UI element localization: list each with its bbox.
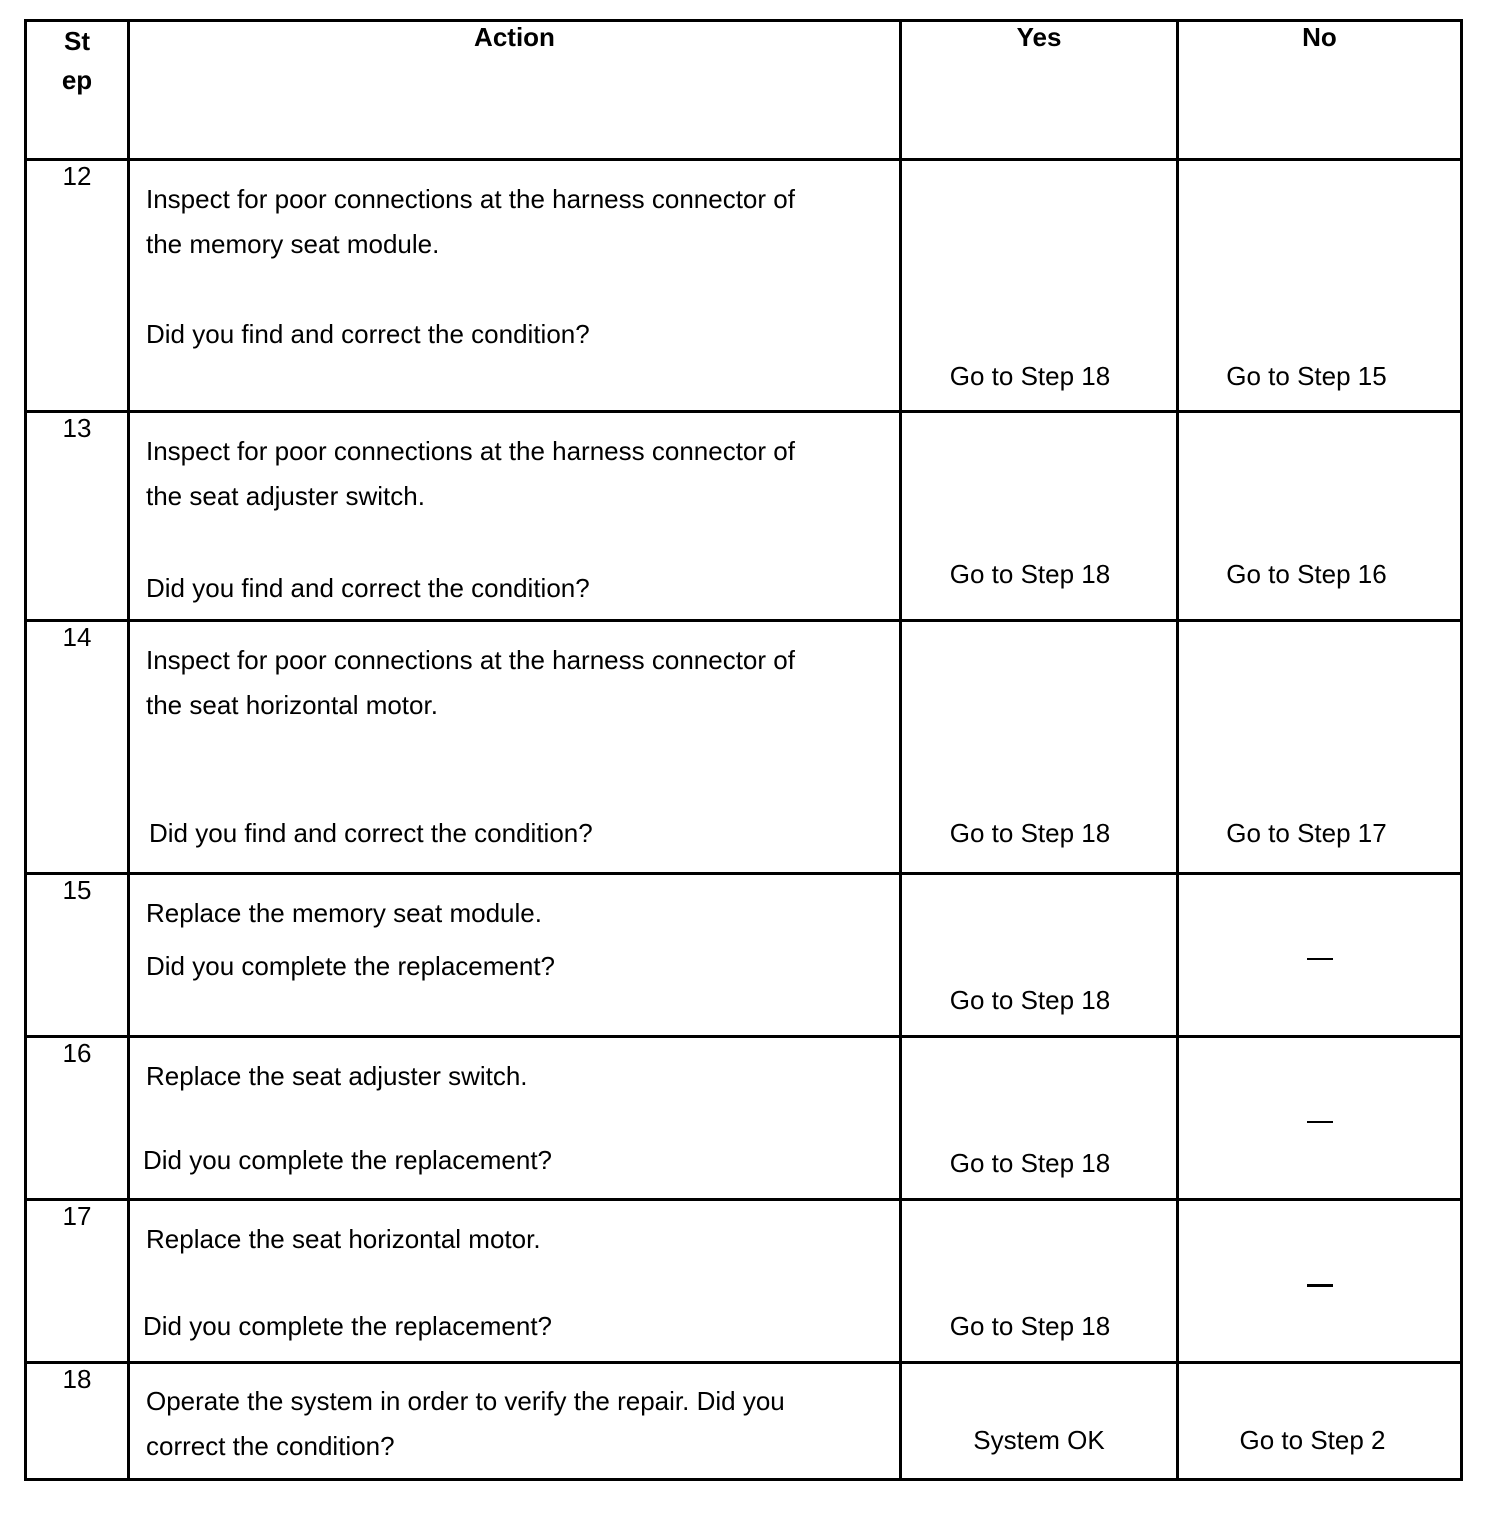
- action-column-header: Action: [129, 21, 901, 160]
- action-text: Replace the seat adjuster switch.: [146, 1061, 528, 1091]
- action-cell: [129, 621, 901, 874]
- action-text: the seat adjuster switch.: [146, 481, 425, 511]
- action-question: Did you find and correct the condition?: [149, 818, 593, 848]
- no-cell: [1178, 160, 1462, 412]
- header-row: [26, 21, 1462, 160]
- dash-mark: [1307, 1284, 1333, 1287]
- no-result: Go to Step 2: [1239, 1425, 1386, 1455]
- step-column-header: [26, 21, 129, 160]
- table-row: [26, 412, 1462, 621]
- action-cell: [129, 160, 901, 412]
- yes-column-header: Yes: [901, 21, 1178, 160]
- table-row: [26, 874, 1462, 1037]
- action-cell: [129, 1037, 901, 1200]
- action-cell: [129, 412, 901, 621]
- step-header-line2: ep: [61, 65, 93, 95]
- action-question: Did you complete the replacement?: [143, 1311, 553, 1341]
- yes-cell: [901, 160, 1178, 412]
- action-text: the seat horizontal motor.: [146, 690, 438, 720]
- action-cell: [129, 874, 901, 1037]
- action-text: Replace the memory seat module.: [146, 898, 542, 928]
- yes-result: Go to Step 18: [949, 559, 1111, 589]
- step-number: 14: [26, 621, 129, 874]
- action-question: Did you find and correct the condition?: [146, 319, 590, 349]
- action-text: Inspect for poor connections at the harness connector of: [146, 184, 795, 214]
- no-result: Go to Step 17: [1226, 818, 1387, 848]
- step-number: 18: [26, 1363, 129, 1480]
- action-text: the memory seat module.: [146, 229, 440, 259]
- no-cell: [1178, 1200, 1462, 1363]
- table-row: [26, 1363, 1462, 1480]
- dash-mark: [1307, 958, 1333, 960]
- step-number: 16: [26, 1037, 129, 1200]
- dash-mark: [1307, 1121, 1333, 1123]
- action-text: Inspect for poor connections at the harness connector of: [146, 645, 795, 675]
- table-row: [26, 1037, 1462, 1200]
- table-row: [26, 160, 1462, 412]
- yes-cell: [901, 874, 1178, 1037]
- action-text: correct the condition?: [146, 1431, 395, 1461]
- no-result: Go to Step 15: [1226, 361, 1387, 391]
- action-text: Inspect for poor connections at the harness connector of: [146, 436, 795, 466]
- yes-cell: [901, 621, 1178, 874]
- action-question: Did you complete the replacement?: [146, 951, 556, 981]
- diagnostic-table: [24, 19, 1463, 1481]
- action-cell: [129, 1363, 901, 1480]
- yes-result: Go to Step 18: [949, 1311, 1111, 1341]
- action-question: Did you complete the replacement?: [143, 1145, 553, 1175]
- no-column-header: No: [1178, 21, 1462, 160]
- step-number: 12: [26, 160, 129, 412]
- yes-cell: [901, 1363, 1178, 1480]
- action-question: Did you find and correct the condition?: [146, 573, 590, 603]
- no-result: Go to Step 16: [1226, 559, 1387, 589]
- yes-result: System OK: [973, 1425, 1105, 1455]
- table-row: [26, 621, 1462, 874]
- no-cell: [1178, 412, 1462, 621]
- step-number: 15: [26, 874, 129, 1037]
- yes-cell: [901, 1037, 1178, 1200]
- step-header-line1: St: [64, 26, 90, 56]
- yes-cell: [901, 1200, 1178, 1363]
- no-cell: [1178, 1363, 1462, 1480]
- action-text: Replace the seat horizontal motor.: [146, 1224, 541, 1254]
- yes-result: Go to Step 18: [949, 985, 1111, 1015]
- yes-result: Go to Step 18: [949, 818, 1111, 848]
- no-cell: [1178, 874, 1462, 1037]
- yes-cell: [901, 412, 1178, 621]
- table-row: [26, 1200, 1462, 1363]
- no-cell: [1178, 1037, 1462, 1200]
- yes-result: Go to Step 18: [949, 1148, 1111, 1178]
- action-cell: [129, 1200, 901, 1363]
- step-number: 13: [26, 412, 129, 621]
- no-cell: [1178, 621, 1462, 874]
- step-number: 17: [26, 1200, 129, 1363]
- action-text: Operate the system in order to verify the repair. Did you: [146, 1386, 785, 1416]
- yes-result: Go to Step 18: [949, 361, 1111, 391]
